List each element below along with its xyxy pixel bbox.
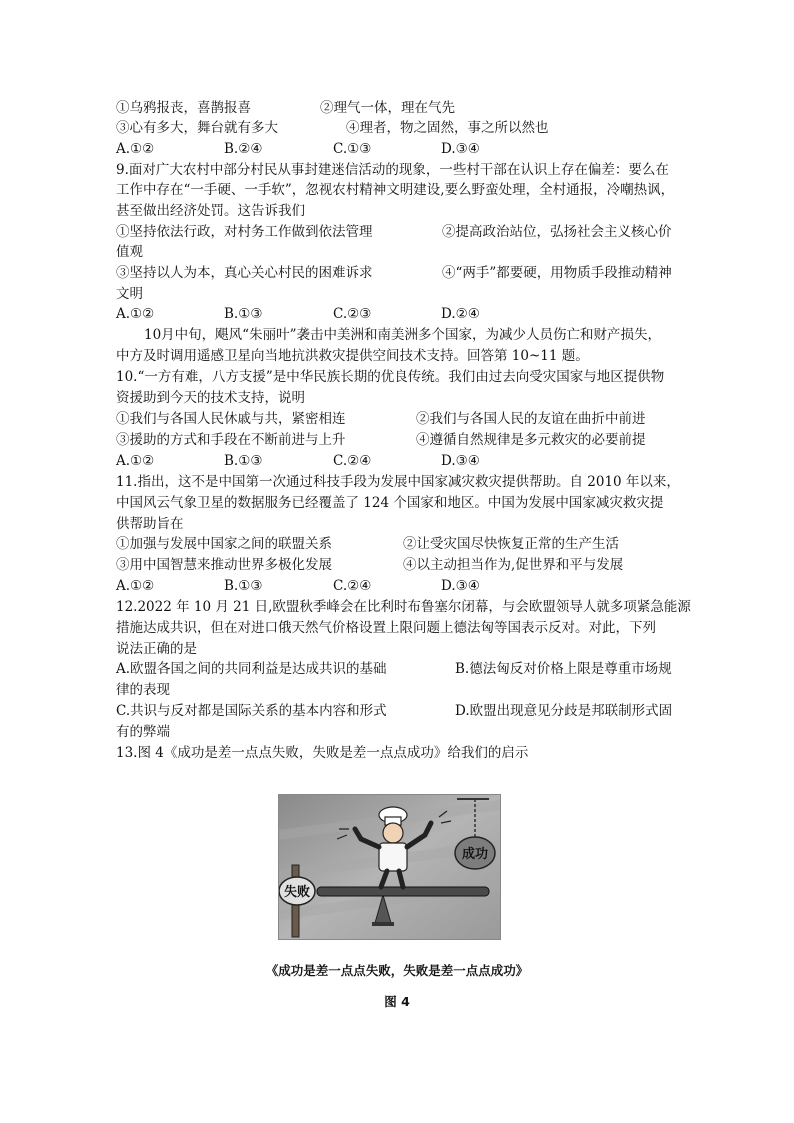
seesaw-base xyxy=(372,922,394,926)
q8-option-2: ②理气一体，理在气先 xyxy=(320,100,455,116)
q11-stem-line1: 11.指出，这不是中国第一次通过科技手段为发展中国家减灾救灾提供帮助。自 2010 年以来， xyxy=(116,474,680,490)
q12-stem-line1: 12.2022 年 10 月 21 日,欧盟秋季峰会在比利时布鲁塞尔闭幕，与会欧盟领导人就多项紧急能源 xyxy=(116,599,691,615)
q9-option-4-cont: 文明 xyxy=(116,286,143,302)
q8-choice-c: C.①③ xyxy=(333,141,372,157)
q9-option-3: ③坚持以人为本，真心关心村民的困难诉求 xyxy=(116,265,373,281)
success-sign-text: 成功 xyxy=(461,847,489,862)
q12-option-d-cont: 有的弊端 xyxy=(116,724,170,740)
q11-option-2: ②让受灾国尽快恢复正常的生产生活 xyxy=(403,536,619,552)
q10-choice-d: D.③④ xyxy=(441,453,480,469)
chef-head xyxy=(383,823,403,843)
q9-stem-line2: 工作中存在“一手硬、一手软”，忽视农村精神文明建设,要么野蛮处理，全村通报，冷嘲热讽， xyxy=(116,182,675,198)
q13-stem: 13.图 4《成功是差一点点失败，失败是差一点点成功》给我们的启示 xyxy=(116,745,529,761)
q12-option-d: D.欧盟出现意见分歧是邦联制形式固 xyxy=(455,703,673,719)
q10-choice-b: B.①③ xyxy=(224,453,263,469)
q9-choice-d: D.②④ xyxy=(441,306,480,322)
q8-option-3: ③心有多大，舞台就有多大 xyxy=(116,120,278,136)
q12-stem-line3: 说法正确的是 xyxy=(116,641,197,657)
q12-option-b: B.德法匈反对价格上限是尊重市场规 xyxy=(455,661,672,677)
q11-option-3: ③用中国智慧来推动世界多极化发展 xyxy=(116,557,332,573)
q8-option-4: ④理者，物之固然，事之所以然也 xyxy=(346,120,549,136)
failure-sign-text: 失败 xyxy=(283,885,311,900)
chef-body xyxy=(379,843,407,871)
q8-option-1: ①乌鸦报丧，喜鹊报喜 xyxy=(116,100,251,116)
q11-stem-line3: 供帮助旨在 xyxy=(116,516,184,532)
q11-stem-line2: 中国风云气象卫星的数据服务已经覆盖了 124 个国家和地区。中国为发展中国家减灾救灾提 xyxy=(116,495,664,511)
q9-choice-c: C.②③ xyxy=(333,306,372,322)
q12-stem-line2: 措施达成共识，但在对进口俄天然气价格设置上限问题上德法匈等国表示反对。对此，下列 xyxy=(116,620,656,636)
q10-option-2: ②我们与各国人民的友谊在曲折中前进 xyxy=(416,411,646,427)
q9-option-4: ④“两手”都要硬，用物质手段推动精神 xyxy=(442,265,672,281)
q9-option-2-cont: 值观 xyxy=(116,244,143,260)
figure-label: 图 4 xyxy=(384,994,410,1009)
q12-option-c: C.共识与反对都是国际关系的基本内容和形式 xyxy=(116,703,387,719)
q10-stem-line2: 资援助到今天的技术支持，说明 xyxy=(116,390,305,406)
q8-choice-a: A.①② xyxy=(116,141,155,157)
q9-option-2: ②提高政治站位，弘扬社会主义核心价 xyxy=(442,224,672,240)
figure-caption: 《成功是差一点点失败，失败是差一点点成功》 xyxy=(265,963,529,978)
q11-choice-a: A.①② xyxy=(116,578,155,594)
q11-option-4: ④以主动担当作为,促世界和平与发展 xyxy=(403,557,624,573)
q9-option-1: ①坚持依法行政，对村务工作做到依法管理 xyxy=(116,224,373,240)
q9-stem-line3: 甚至做出经济处罚。这告诉我们 xyxy=(116,203,305,219)
q9-choice-a: A.①② xyxy=(116,306,155,322)
intro-line2: 中方及时调用遥感卫星向当地抗洪救灾提供空间技术支持。回答第 10~11 题。 xyxy=(116,348,589,364)
q9-stem-line1: 9.面对广大农村中部分村民从事封建迷信活动的现象，一些村干部在认识上存在偏差：要么在 xyxy=(116,162,669,178)
q10-option-3: ③援助的方式和手段在不断前进与上升 xyxy=(116,432,346,448)
q11-choice-c: C.②④ xyxy=(333,578,372,594)
intro-line1: 10月中旬，飓风“朱丽叶”袭击中美洲和南美洲多个国家，为减少人员伤亡和财产损失， xyxy=(144,327,661,343)
q9-choice-b: B.①③ xyxy=(224,306,263,322)
q10-option-1: ①我们与各国人民休戚与共，紧密相连 xyxy=(116,411,346,427)
q8-choice-b: B.②④ xyxy=(224,141,263,157)
q10-option-4: ④遵循自然规律是多元救灾的必要前提 xyxy=(416,432,646,448)
q11-option-1: ①加强与发展中国家之间的联盟关系 xyxy=(116,536,332,552)
cartoon-figure xyxy=(278,794,501,940)
q8-choice-d: D.③④ xyxy=(441,141,480,157)
q12-option-b-cont: 律的表现 xyxy=(116,682,170,698)
q10-stem-line1: 10.“一方有难，八方支援”是中华民族长期的优良传统。我们由过去向受灾国家与地区提供物 xyxy=(116,369,665,385)
q11-choice-d: D.③④ xyxy=(441,578,480,594)
q10-choice-a: A.①② xyxy=(116,453,155,469)
q11-choice-b: B.①③ xyxy=(224,578,263,594)
q10-choice-c: C.②④ xyxy=(333,453,372,469)
q12-option-a: A.欧盟各国之间的共同利益是达成共识的基础 xyxy=(116,661,387,677)
